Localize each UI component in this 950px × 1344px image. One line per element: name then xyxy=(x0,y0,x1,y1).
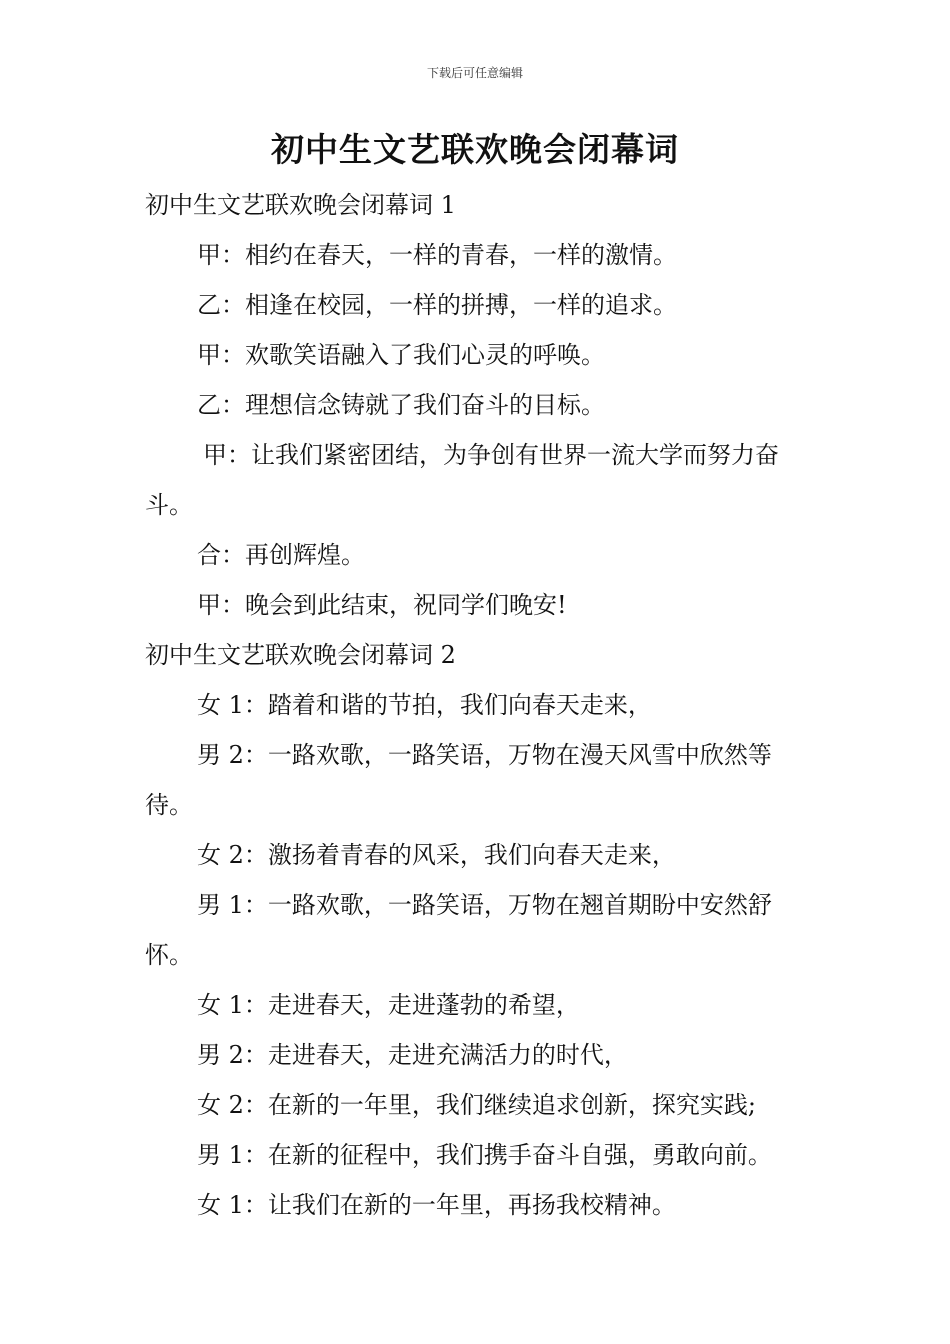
dialogue-line: 甲：晚会到此结束，祝同学们晚安! xyxy=(197,591,567,619)
header-note: 下载后可任意编辑 xyxy=(426,66,523,80)
dialogue-line: 乙：理想信念铸就了我们奋斗的目标。 xyxy=(197,391,605,419)
dialogue-line: 乙：相逢在校园，一样的拼搏，一样的追求。 xyxy=(197,291,677,319)
dialogue-line: 男 1：一路欢歌，一路笑语，万物在翘首期盼中安然舒怀。 xyxy=(145,891,772,969)
dialogue-line: 甲：让我们紧密团结，为争创有世界一流大学而努力奋斗。 xyxy=(145,441,779,519)
dialogue-line: 男 1：在新的征程中，我们携手奋斗自强，勇敢向前。 xyxy=(197,1141,772,1169)
section-heading-2: 初中生文艺联欢晚会闭幕词 2 xyxy=(145,641,456,669)
dialogue-line: 女 2：在新的一年里，我们继续追求创新，探究实践; xyxy=(197,1091,756,1119)
dialogue-line: 女 1：让我们在新的一年里，再扬我校精神。 xyxy=(197,1191,676,1219)
dialogue-line: 男 2：一路欢歌，一路笑语，万物在漫天风雪中欣然等待。 xyxy=(145,741,772,819)
dialogue-line: 甲：相约在春天，一样的青春，一样的激情。 xyxy=(197,241,677,269)
document-body xyxy=(145,180,810,1230)
dialogue-line: 女 1：踏着和谐的节拍，我们向春天走来， xyxy=(197,691,652,719)
dialogue-line: 女 2：激扬着青春的风采，我们向春天走来， xyxy=(197,841,676,869)
dialogue-line: 男 2：走进春天，走进充满活力的时代， xyxy=(197,1041,628,1069)
dialogue-line: 合：再创辉煌。 xyxy=(197,541,365,569)
section-heading-1: 初中生文艺联欢晚会闭幕词 1 xyxy=(145,191,456,219)
dialogue-line: 甲：欢歌笑语融入了我们心灵的呼唤。 xyxy=(197,341,605,369)
dialogue-line: 女 1：走进春天，走进蓬勃的希望， xyxy=(197,991,580,1019)
document-title: 初中生文艺联欢晚会闭幕词 xyxy=(271,130,679,169)
